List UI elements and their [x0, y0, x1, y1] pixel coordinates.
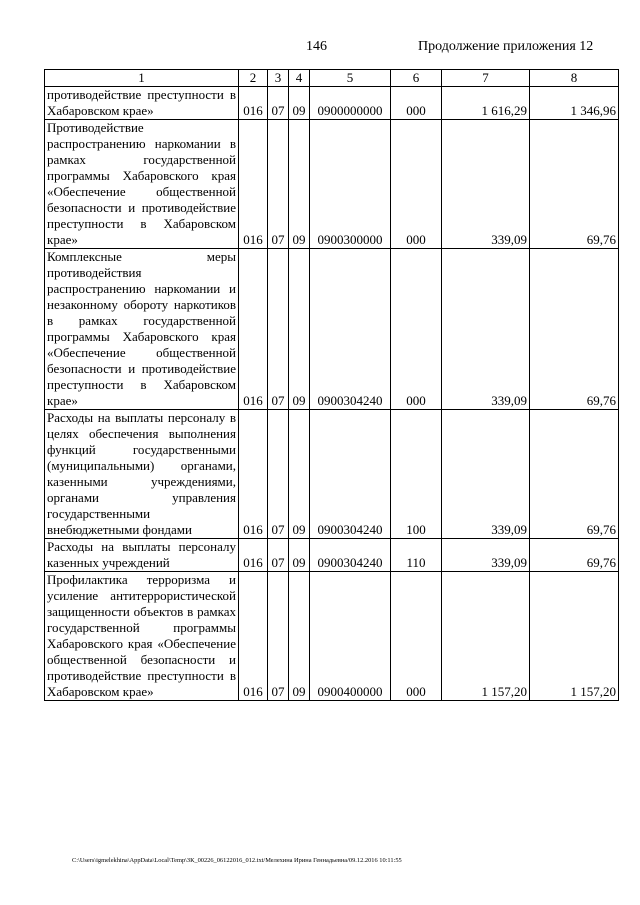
amount-col8: 69,76: [530, 120, 619, 249]
row-description: Расходы на выплаты персоналу в целях обеспечения выполнения функций государственными (муниципальными) органами, казенными учреждениями, органами управления государственными внебюджетными фондами: [45, 410, 239, 539]
subsection-code: 09: [289, 410, 310, 539]
amount-col8: 69,76: [530, 410, 619, 539]
target-article-code: 0900000000: [310, 87, 391, 120]
section-code: 07: [268, 572, 289, 701]
table-row: [45, 249, 619, 410]
row-description: Профилактика терроризма и усиление антитеррористической защищенности объектов в рамках государственной программы Хабаровского края «Обеспечение общественной безопасности и противодействие преступности в Хабаровском крае»: [45, 572, 239, 701]
target-article-code: 0900304240: [310, 410, 391, 539]
table-header-row: [45, 70, 619, 87]
expense-type-code: 000: [391, 249, 442, 410]
column-header: 7: [442, 70, 530, 87]
subsection-code: 09: [289, 120, 310, 249]
subsection-code: 09: [289, 539, 310, 572]
row-description: противодействие преступности в Хабаровском крае»: [45, 87, 239, 120]
ministry-code: 016: [239, 410, 268, 539]
row-description: Противодействие распространению наркомании в рамках государственной программы Хабаровского края «Обеспечение общественной безопасности и противодействие преступности в Хабаровском крае»: [45, 120, 239, 249]
column-header: 5: [310, 70, 391, 87]
section-code: 07: [268, 87, 289, 120]
amount-col8: 1 346,96: [530, 87, 619, 120]
section-code: 07: [268, 249, 289, 410]
expense-type-code: 000: [391, 120, 442, 249]
table-row: [45, 539, 619, 572]
table-row: [45, 120, 619, 249]
ministry-code: 016: [239, 249, 268, 410]
row-description: Расходы на выплаты персоналу казенных учреждений: [45, 539, 239, 572]
subsection-code: 09: [289, 249, 310, 410]
column-header: 1: [45, 70, 239, 87]
ministry-code: 016: [239, 87, 268, 120]
subsection-code: 09: [289, 572, 310, 701]
amount-col7: 1 616,29: [442, 87, 530, 120]
page-number: 146: [306, 39, 327, 54]
amount-col8: 1 157,20: [530, 572, 619, 701]
expense-type-code: 000: [391, 87, 442, 120]
amount-col7: 339,09: [442, 410, 530, 539]
section-code: 07: [268, 539, 289, 572]
section-code: 07: [268, 120, 289, 249]
amount-col7: 339,09: [442, 249, 530, 410]
target-article-code: 0900300000: [310, 120, 391, 249]
amount-col8: 69,76: [530, 249, 619, 410]
column-header: 4: [289, 70, 310, 87]
column-header: 3: [268, 70, 289, 87]
target-article-code: 0900304240: [310, 249, 391, 410]
continuation-label: Продолжение приложения 12: [418, 39, 594, 54]
amount-col7: 1 157,20: [442, 572, 530, 701]
column-header: 6: [391, 70, 442, 87]
section-code: 07: [268, 410, 289, 539]
table-row: [45, 87, 619, 120]
ministry-code: 016: [239, 539, 268, 572]
amount-col7: 339,09: [442, 120, 530, 249]
ministry-code: 016: [239, 120, 268, 249]
subsection-code: 09: [289, 87, 310, 120]
expense-type-code: 000: [391, 572, 442, 701]
amount-col7: 339,09: [442, 539, 530, 572]
amount-col8: 69,76: [530, 539, 619, 572]
table-row: [45, 410, 619, 539]
ministry-code: 016: [239, 572, 268, 701]
document-footer-path: C:\Users\igmelekhina\AppData\Local\Temp\ЗК_00226_06122016_012.txt/Мелехина Ирина Геннадьевна/09.12.2016 10:11:55: [72, 857, 402, 864]
target-article-code: 0900400000: [310, 572, 391, 701]
expense-type-code: 100: [391, 410, 442, 539]
column-header: 2: [239, 70, 268, 87]
column-header: 8: [530, 70, 619, 87]
target-article-code: 0900304240: [310, 539, 391, 572]
row-description: Комплексные меры противодействия распространению наркомании и незаконному обороту наркотиков в рамках государственной программы Хабаровского края «Обеспечение общественной безопасности и противодействие преступности в Хабаровском крае»: [45, 249, 239, 410]
budget-table: [44, 69, 619, 701]
expense-type-code: 110: [391, 539, 442, 572]
table-row: [45, 572, 619, 701]
